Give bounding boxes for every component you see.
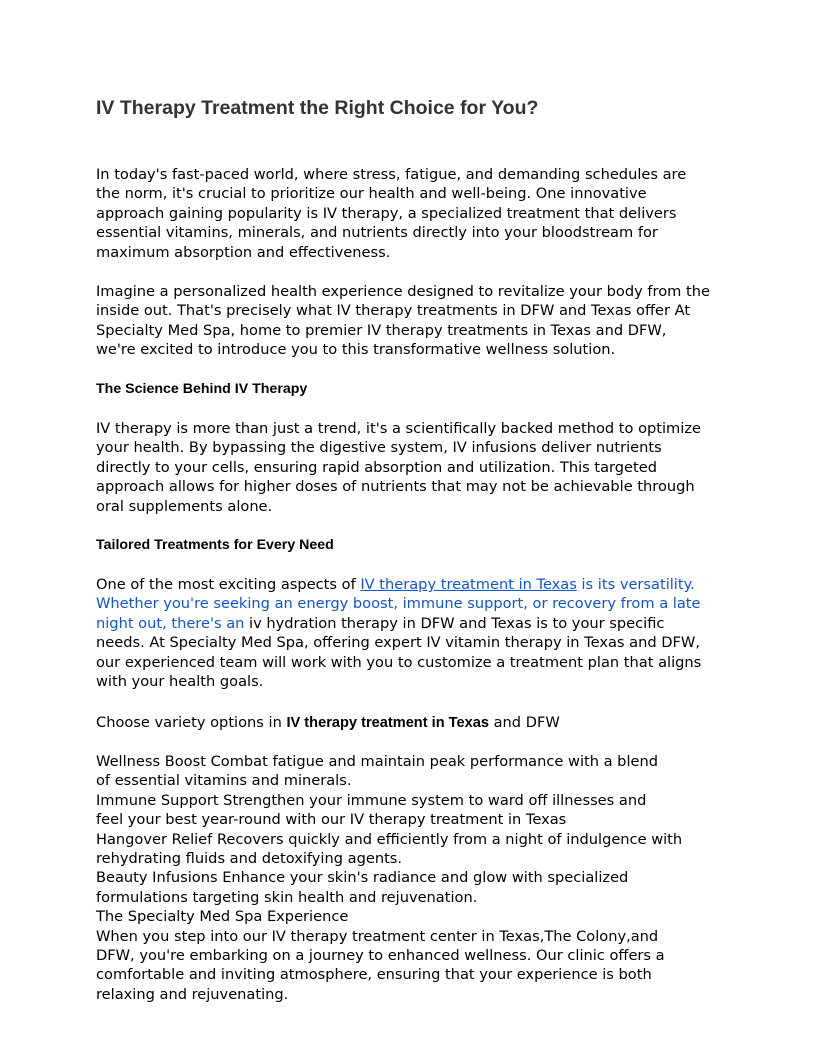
text-line: essential vitamins, minerals, and nutrients directly into your bloodstream for xyxy=(96,224,658,242)
imagine-paragraph xyxy=(96,282,710,360)
science-paragraph xyxy=(96,419,701,516)
text-line: inside out. That's precisely what IV therapy treatments in DFW and Texas offer At xyxy=(96,302,691,320)
text-line: our experienced team will work with you to customize a treatment plan that aligns xyxy=(96,653,702,671)
tailored-heading: Tailored Treatments for Every Need xyxy=(96,537,334,553)
text-fragment: Choose variety options in xyxy=(96,714,287,731)
text-line: of essential vitamins and minerals. xyxy=(96,772,352,790)
text-line: formulations targeting skin health and rejuvenation. xyxy=(96,888,478,906)
text-line: Wellness Boost Combat fatigue and maintain peak performance with a blend xyxy=(96,753,658,770)
text-line: approach allows for higher doses of nutrients that may not be achievable through xyxy=(96,478,695,496)
options-paragraph xyxy=(96,752,682,1004)
text-line: needs. At Specialty Med Spa, offering expert IV vitamin therapy in Texas and DFW, xyxy=(96,634,700,652)
text-line: maximum absorption and effectiveness. xyxy=(96,243,391,261)
text-line: feel your best year-round with our IV therapy treatment in Texas xyxy=(96,811,567,829)
text-line: we're excited to introduce you to this transformative wellness solution. xyxy=(96,341,616,359)
text-line: Specialty Med Spa, home to premier IV therapy treatments in Texas and DFW, xyxy=(96,321,667,339)
bold-phrase: IV therapy treatment in Texas xyxy=(286,715,489,731)
text-line: approach gaining popularity is IV therapy, a specialized treatment that delivers xyxy=(96,204,677,222)
text-line: Immune Support Strengthen your immune system to ward off illnesses and xyxy=(96,791,647,809)
text-line: your health. By bypassing the digestive system, IV infusions deliver nutrients xyxy=(96,439,662,457)
text-line: Whether you're seeking an energy boost, immune support, or recovery from a late xyxy=(96,595,701,613)
text-fragment: One of the most exciting aspects of xyxy=(96,576,361,593)
text-line: Imagine a personalized health experience designed to revitalize your body from the xyxy=(96,283,710,300)
text-line: comfortable and inviting atmosphere, ensuring that your experience is both xyxy=(96,966,652,984)
text-fragment: and DFW xyxy=(488,714,560,731)
text-line xyxy=(96,713,560,733)
text-fragment: iv hydration therapy in DFW and Texas is to your specific xyxy=(244,614,665,632)
science-heading: The Science Behind IV Therapy xyxy=(96,381,308,397)
iv-therapy-texas-link[interactable]: IV therapy treatment in Texas xyxy=(360,576,577,593)
text-line: In today's fast-paced world, where stress, fatigue, and demanding schedules are xyxy=(96,166,687,183)
text-line: the norm, it's crucial to prioritize our health and well-being. One innovative xyxy=(96,185,647,203)
intro-paragraph xyxy=(96,165,686,262)
text-line: When you step into our IV therapy treatment center in Texas,The Colony,and xyxy=(96,927,659,945)
text-line xyxy=(96,575,701,594)
text-line: relaxing and rejuvenating. xyxy=(96,985,289,1003)
text-line xyxy=(96,614,701,633)
text-line: Beauty Infusions Enhance your skin's radiance and glow with specialized xyxy=(96,869,629,887)
page-title: IV Therapy Treatment the Right Choice for You? xyxy=(96,97,539,119)
text-line: directly to your cells, ensuring rapid absorption and utilization. This targeted xyxy=(96,458,657,476)
tailored-paragraph xyxy=(96,575,701,691)
text-line: The Specialty Med Spa Experience xyxy=(96,908,349,926)
text-line: oral supplements alone. xyxy=(96,497,273,515)
text-line: Hangover Relief Recovers quickly and efficiently from a night of indulgence with xyxy=(96,830,683,848)
text-fragment: is its versatility. xyxy=(576,576,695,593)
text-line: DFW, you're embarking on a journey to enhanced wellness. Our clinic offers a xyxy=(96,947,665,965)
text-line: IV therapy is more than just a trend, it's a scientifically backed method to optimize xyxy=(96,420,701,437)
text-line: rehydrating fluids and detoxifying agents. xyxy=(96,850,403,868)
text-fragment: night out, there's an xyxy=(96,614,245,632)
text-line: with your health goals. xyxy=(96,673,264,691)
choose-paragraph xyxy=(96,713,560,733)
